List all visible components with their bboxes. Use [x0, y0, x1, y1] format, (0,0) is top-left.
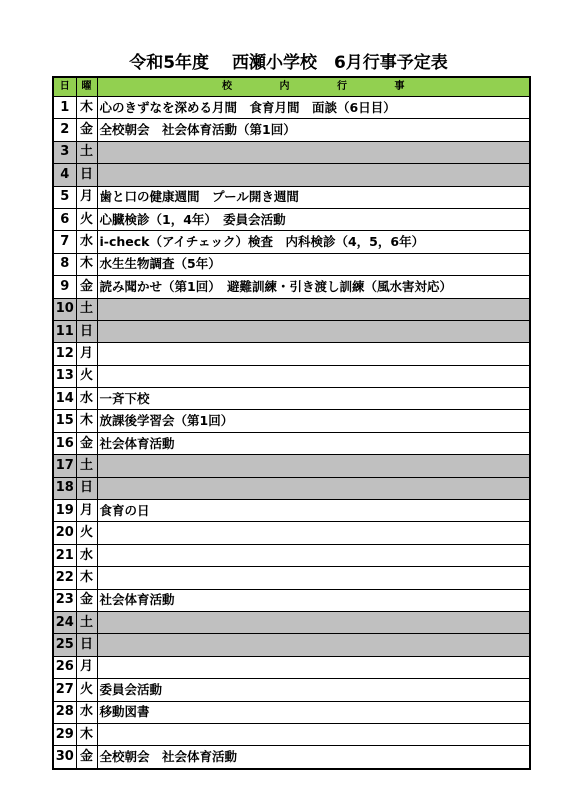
table-row [53, 186, 530, 208]
day-cell: 6 [53, 208, 76, 230]
day-cell: 2 [53, 119, 76, 141]
weekday-cell: 火 [76, 522, 97, 544]
table-row [53, 634, 530, 656]
event-cell: 心臓検診（1，4年） 委員会活動 [97, 208, 530, 230]
day-cell: 11 [53, 320, 76, 342]
weekday-cell: 月 [76, 343, 97, 365]
weekday-cell: 日 [76, 320, 97, 342]
table-row [53, 746, 530, 769]
weekday-cell: 金 [76, 119, 97, 141]
day-cell: 30 [53, 746, 76, 769]
table-row [53, 701, 530, 723]
day-cell: 5 [53, 186, 76, 208]
weekday-cell: 火 [76, 679, 97, 701]
event-cell: 社会体育活動 [97, 589, 530, 611]
weekday-cell: 木 [76, 410, 97, 432]
weekday-cell: 月 [76, 186, 97, 208]
header-row [53, 77, 530, 97]
weekday-cell: 土 [76, 611, 97, 633]
weekday-cell: 月 [76, 656, 97, 678]
day-cell: 4 [53, 164, 76, 186]
weekday-cell: 日 [76, 164, 97, 186]
day-cell: 9 [53, 276, 76, 298]
table-row [53, 656, 530, 678]
event-cell [97, 567, 530, 589]
day-cell: 8 [53, 253, 76, 275]
event-cell [97, 656, 530, 678]
event-cell: 委員会活動 [97, 679, 530, 701]
event-cell [97, 320, 530, 342]
schedule-table [52, 76, 531, 770]
day-cell: 25 [53, 634, 76, 656]
table-row [53, 723, 530, 745]
day-cell: 28 [53, 701, 76, 723]
table-row [53, 679, 530, 701]
day-cell: 14 [53, 388, 76, 410]
event-cell: 移動図書 [97, 701, 530, 723]
table-row [53, 365, 530, 387]
weekday-cell: 火 [76, 208, 97, 230]
table-row [53, 298, 530, 320]
table-row [53, 432, 530, 454]
event-cell [97, 544, 530, 566]
table-row [53, 231, 530, 253]
table-row [53, 320, 530, 342]
weekday-cell: 水 [76, 231, 97, 253]
weekday-header: 曜 [76, 77, 97, 97]
table-row [53, 522, 530, 544]
table-row [53, 164, 530, 186]
event-cell [97, 298, 530, 320]
table-row [53, 141, 530, 163]
event-cell [97, 164, 530, 186]
day-cell: 1 [53, 97, 76, 119]
table-row [53, 589, 530, 611]
weekday-cell: 木 [76, 253, 97, 275]
table-row [53, 477, 530, 499]
day-cell: 27 [53, 679, 76, 701]
weekday-cell: 金 [76, 432, 97, 454]
day-cell: 23 [53, 589, 76, 611]
day-cell: 20 [53, 522, 76, 544]
day-cell: 12 [53, 343, 76, 365]
day-cell: 16 [53, 432, 76, 454]
table-row [53, 500, 530, 522]
day-cell: 21 [53, 544, 76, 566]
weekday-cell: 金 [76, 746, 97, 769]
event-cell [97, 723, 530, 745]
table-row [53, 97, 530, 119]
day-cell: 17 [53, 455, 76, 477]
day-cell: 15 [53, 410, 76, 432]
event-cell: 心のきずなを深める月間 食育月間 面談（6日目） [97, 97, 530, 119]
event-cell: 食育の日 [97, 500, 530, 522]
event-cell: 全校朝会 社会体育活動（第1回） [97, 119, 530, 141]
weekday-cell: 土 [76, 141, 97, 163]
table-row [53, 388, 530, 410]
weekday-cell: 土 [76, 455, 97, 477]
day-cell: 29 [53, 723, 76, 745]
weekday-cell: 金 [76, 589, 97, 611]
page-title: 令和5年度 西瀬小学校 6月行事予定表 [129, 53, 448, 73]
weekday-cell: 火 [76, 365, 97, 387]
weekday-cell: 木 [76, 567, 97, 589]
table-row [53, 253, 530, 275]
event-cell: i-check（アイチェック）検査 内科検診（4，5，6年） [97, 231, 530, 253]
day-cell: 10 [53, 298, 76, 320]
event-cell [97, 141, 530, 163]
table-row [53, 544, 530, 566]
weekday-cell: 土 [76, 298, 97, 320]
event-cell: 一斉下校 [97, 388, 530, 410]
event-cell [97, 611, 530, 633]
table-row [53, 208, 530, 230]
weekday-cell: 日 [76, 477, 97, 499]
event-cell [97, 522, 530, 544]
event-cell: 読み聞かせ（第1回） 避難訓練・引き渡し訓練（風水害対応） [97, 276, 530, 298]
day-cell: 19 [53, 500, 76, 522]
weekday-cell: 水 [76, 544, 97, 566]
event-cell: 全校朝会 社会体育活動 [97, 746, 530, 769]
weekday-cell: 水 [76, 388, 97, 410]
event-cell [97, 477, 530, 499]
table-row [53, 611, 530, 633]
day-cell: 22 [53, 567, 76, 589]
event-cell: 放課後学習会（第1回） [97, 410, 530, 432]
table-row [53, 455, 530, 477]
day-cell: 26 [53, 656, 76, 678]
weekday-cell: 木 [76, 723, 97, 745]
day-header: 日 [53, 77, 76, 97]
weekday-cell: 水 [76, 701, 97, 723]
day-cell: 18 [53, 477, 76, 499]
event-cell: 歯と口の健康週間 プール開き週間 [97, 186, 530, 208]
event-cell [97, 365, 530, 387]
weekday-cell: 日 [76, 634, 97, 656]
weekday-cell: 木 [76, 97, 97, 119]
event-cell [97, 455, 530, 477]
event-cell [97, 634, 530, 656]
event-cell: 社会体育活動 [97, 432, 530, 454]
day-cell: 3 [53, 141, 76, 163]
table-row [53, 410, 530, 432]
day-cell: 24 [53, 611, 76, 633]
table-row [53, 119, 530, 141]
event-cell [97, 343, 530, 365]
table-row [53, 567, 530, 589]
day-cell: 13 [53, 365, 76, 387]
day-cell: 7 [53, 231, 76, 253]
weekday-cell: 金 [76, 276, 97, 298]
events-header: 校 内 行 事 [97, 77, 530, 97]
weekday-cell: 月 [76, 500, 97, 522]
event-cell: 水生生物調査（5年） [97, 253, 530, 275]
table-row [53, 276, 530, 298]
table-row [53, 343, 530, 365]
